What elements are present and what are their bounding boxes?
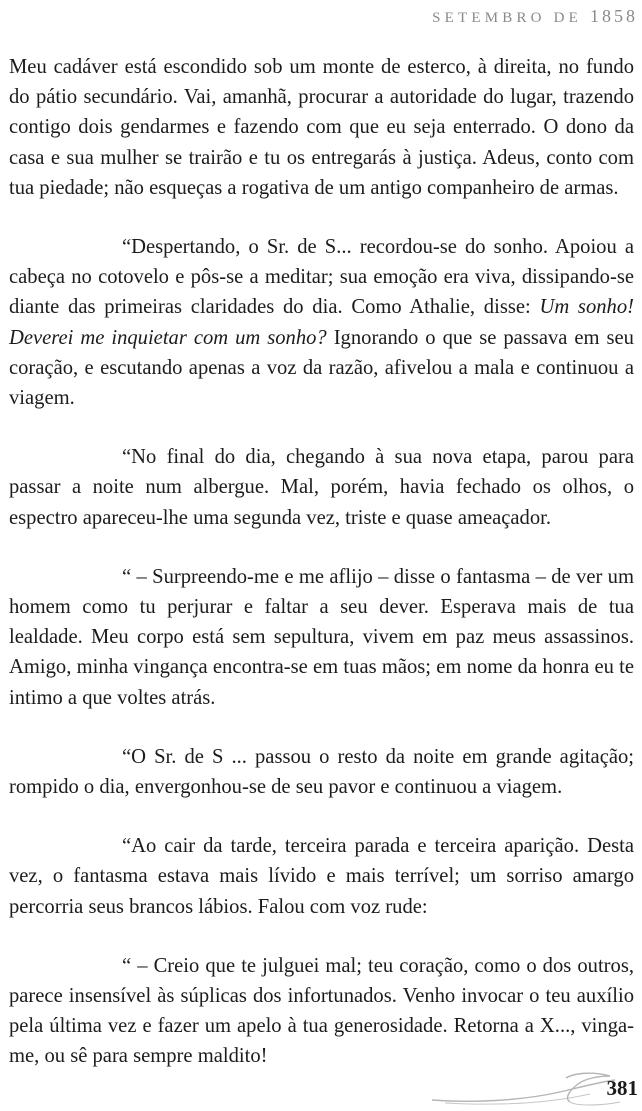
paragraph-text: “Despertando, o Sr. de S... recordou-se do sonho. Apoiou a cabeça no cotovelo e pôs-se a meditar; sua emoção era viva, dissipando-se diante das primeiras claridades do dia. Como Athalie, disse:	[9, 236, 634, 319]
italic-quote: Um sonho! Deverei me inquietar com um sonho?	[9, 296, 634, 349]
paragraph-text-continued: Ignorando o que se passava em seu coração, e escutando apenas a voz da razão, afivelou a mala e continuou a viagem.	[9, 326, 634, 410]
page-footer	[0, 1070, 642, 1111]
paragraph	[9, 951, 634, 1072]
paragraph	[9, 442, 634, 533]
page-number: 381	[606, 1076, 638, 1100]
paragraph	[9, 562, 634, 713]
paragraph-text: Meu cadáver está escondido sob um monte de esterco, à direita, no fundo do pátio secundário. Vai, amanhã, procurar a autoridade do lugar, trazendo contigo dois gendarmes e fazendo com que eu seja enterrado. O dono da casa e sua mulher se trairão e tu os entregarás à justiça. Adeus, conto com tua piedade; não esqueças a rogativa de um antigo companheiro de armas.	[9, 56, 634, 199]
paragraph-text: “Ao cair da tarde, terceira parada e terceira aparição. Desta vez, o fantasma estava mais lívido e mais terrível; um sorriso amargo percorria seus brancos lábios. Falou com voz rude:	[9, 835, 634, 918]
paragraph-text: “ – Surpreendo-me e me aflijo – disse o fantasma – de ver um homem como tu perjurar e faltar a seu dever. Esperava mais de tua lealdade. Meu corpo está sem sepultura, vivem em paz meus assassinos. Amigo, minha vingança encontra-se em tuas mãos; em nome da honra eu te intimo a que voltes atrás.	[9, 565, 634, 709]
paragraph-text: “ – Creio que te julguei mal; teu coração, como o dos outros, parece insensível às súplicas dos infortunados. Venho invocar o teu auxílio pela última vez e fazer um apelo à tua generosidade. Retorna a X..., vinga-me, ou sê para sempre maldito!	[9, 954, 634, 1068]
paragraph	[9, 232, 634, 413]
paragraph	[9, 52, 634, 203]
swash-ornament-icon	[0, 1070, 642, 1111]
page-body	[9, 52, 634, 1072]
running-title: SETEMBRO DE	[432, 10, 583, 26]
paragraph-text: “No final do dia, chegando à sua nova etapa, parou para passar a noite num albergue. Mal, porém, havia fechado os olhos, o espectro apareceu-lhe uma segunda vez, triste e quase ameaçador.	[9, 446, 634, 529]
running-year: 1858	[590, 6, 638, 26]
paragraph	[9, 831, 634, 922]
paragraph-text: “O Sr. de S ... passou o resto da noite em grande agitação; rompido o dia, envergonhou-se de seu pavor e continuou a viagem.	[9, 745, 634, 799]
paragraph	[9, 742, 634, 802]
running-header	[432, 6, 638, 27]
